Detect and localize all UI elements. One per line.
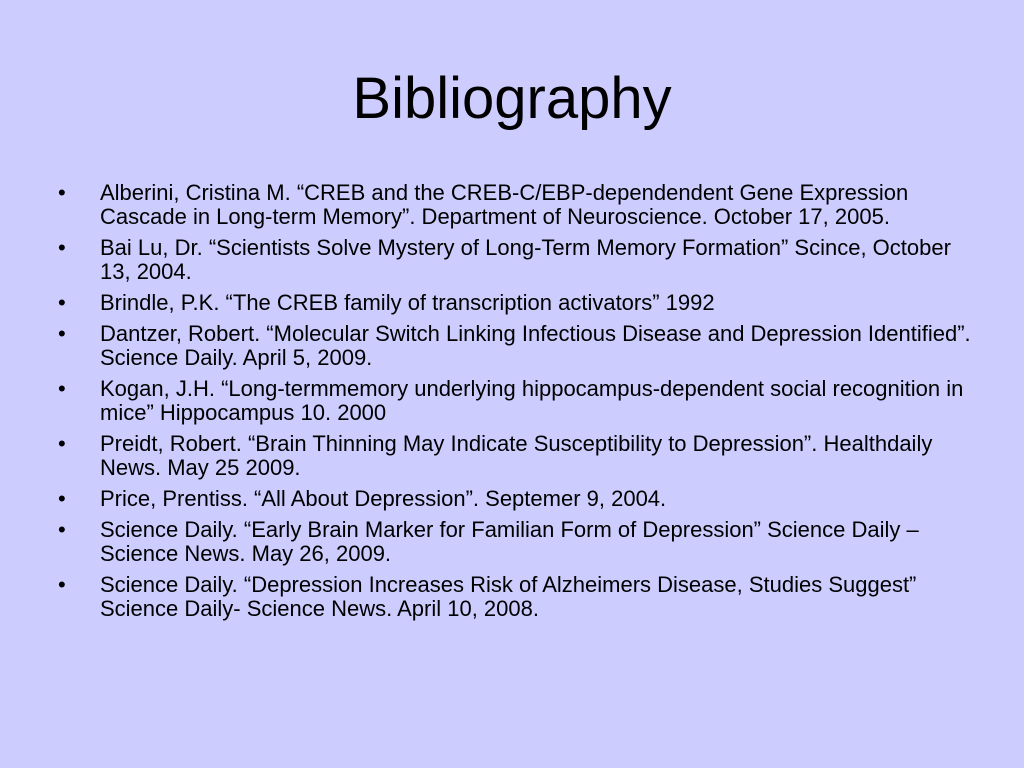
reference-text: Alberini, Cristina M. “CREB and the CREB-C/EBP-dependendent Gene Expression Cascade in Long-term Memory”. Department of Neuroscience. October 17, 2005. <box>100 180 909 229</box>
reference-text: Science Daily. “Early Brain Marker for Familian Form of Depression” Science Daily – Science News. May 26, 2009. <box>100 517 919 566</box>
bullet-icon: • <box>58 517 66 542</box>
reference-text: Brindle, P.K. “The CREB family of transcription activators” 1992 <box>100 290 715 315</box>
reference-item <box>58 487 978 511</box>
bullet-icon: • <box>58 486 66 511</box>
bullet-icon: • <box>58 180 66 205</box>
reference-item <box>58 236 978 284</box>
reference-text: Bai Lu, Dr. “Scientists Solve Mystery of Long-Term Memory Formation” Scince, October 13, 2004. <box>100 235 951 284</box>
reference-item <box>58 322 978 370</box>
bullet-icon: • <box>58 376 66 401</box>
reference-text: Price, Prentiss. “All About Depression”. Septemer 9, 2004. <box>100 486 667 511</box>
bullet-icon: • <box>58 572 66 597</box>
reference-item <box>58 432 978 480</box>
bullet-icon: • <box>58 290 66 315</box>
bullet-icon: • <box>58 431 66 456</box>
reference-text: Science Daily. “Depression Increases Risk of Alzheimers Disease, Studies Suggest” Science Daily- Science News. April 10, 2008. <box>100 572 917 621</box>
reference-list <box>58 181 978 628</box>
reference-text: Preidt, Robert. “Brain Thinning May Indicate Susceptibility to Depression”. Healthdaily News. May 25 2009. <box>100 431 933 480</box>
reference-item <box>58 291 978 315</box>
bullet-icon: • <box>58 235 66 260</box>
reference-text: Dantzer, Robert. “Molecular Switch Linking Infectious Disease and Depression Identified”. Science Daily. April 5, 2009. <box>100 321 971 370</box>
reference-item <box>58 573 978 621</box>
slide-title: Bibliography <box>352 66 672 131</box>
reference-text: Kogan, J.H. “Long-termmemory underlying hippocampus-dependent social recognition in mice” Hippocampus 10. 2000 <box>100 376 964 425</box>
bullet-icon: • <box>58 321 66 346</box>
reference-item <box>58 518 978 566</box>
reference-item <box>58 377 978 425</box>
reference-item <box>58 181 978 229</box>
